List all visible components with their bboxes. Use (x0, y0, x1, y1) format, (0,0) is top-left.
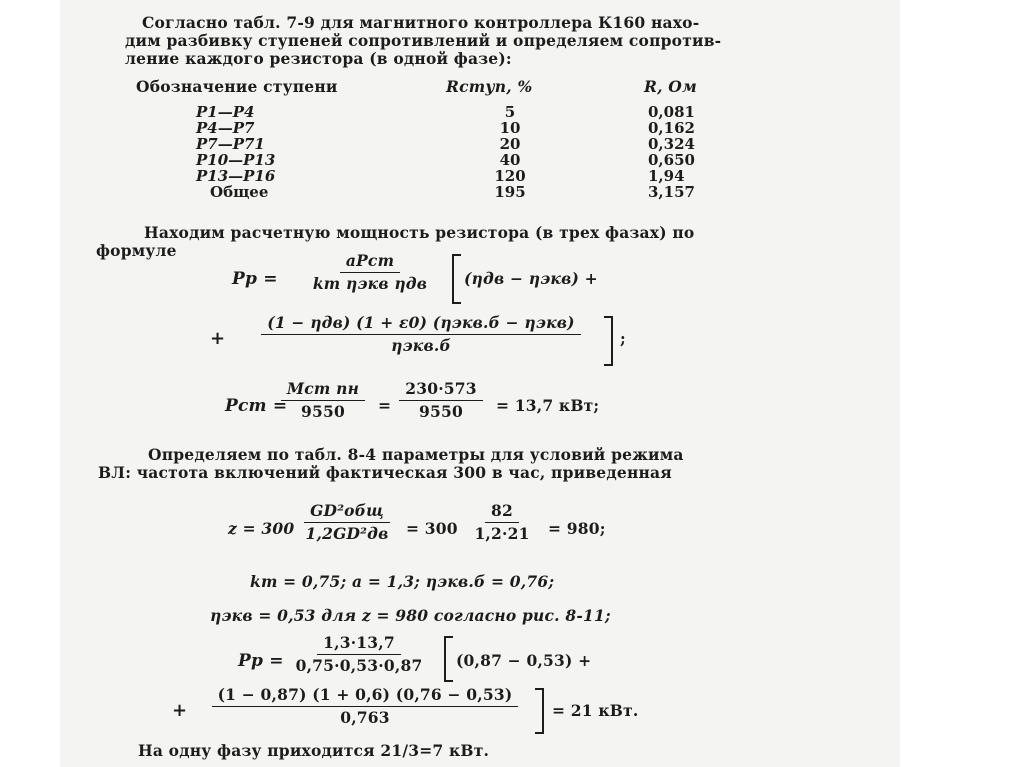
formula-pst-frac1 (280, 380, 366, 421)
formula-pp-lhs: Pр = (232, 269, 278, 289)
table-cell-stage: Р4—Р7 (196, 119, 255, 137)
formula-num-lhs: Pр = (238, 651, 284, 671)
formula-pst-result: = 13,7 кВт; (496, 396, 600, 415)
formula-pp-plus: + (210, 328, 226, 349)
table-cell-stage: Общее (210, 183, 269, 201)
table-cell-stage: Р1—Р4 (196, 103, 255, 121)
formula-pp-end: ; (620, 329, 626, 348)
table-cell-stage: Р13—Р16 (196, 167, 276, 185)
formula-pp-frac2 (232, 314, 610, 355)
table-cell-r: 1,94 (648, 167, 685, 185)
table-cell-r: 0,650 (648, 151, 695, 169)
bracket-open (452, 254, 461, 304)
table-col-rstup (490, 104, 530, 200)
formula-num-num: 1,3·13,7 (317, 634, 401, 655)
formula-num-plus: + (172, 700, 188, 721)
formula-z-mid: = 300 (406, 519, 458, 538)
table-cell-r: 0,081 (648, 103, 695, 121)
bracket-open-numeric (444, 636, 453, 682)
table-cell-rstup: 120 (494, 167, 526, 185)
formula-pp-den2: ηэкв.б (391, 336, 451, 355)
table-cell-r: 3,157 (648, 183, 695, 201)
table-header-stage: Обозначение ступени (136, 77, 338, 96)
table-header-r: R, Ом (644, 77, 697, 96)
table-cell-stage: Р10—Р13 (196, 151, 276, 169)
table-cell-stage: Р7—Р71 (196, 135, 265, 153)
params-line-2: ηэкв = 0,53 для z = 980 согласно рис. 8-11; (210, 606, 611, 625)
formula-pst-frac2 (396, 380, 486, 421)
formula-num-frac (290, 634, 428, 675)
section2-line-2: формуле (96, 241, 177, 260)
formula-pst-lhs: Pст = (225, 396, 288, 416)
formula-z-den1: 1,2GD²дв (305, 524, 389, 543)
section2-line-1: Находим расчетную мощность резистора (в трех фазах) по (144, 223, 695, 242)
intro-line-2: дим разбивку ступеней сопротивлений и определяем сопротив- (125, 31, 722, 50)
formula-pp-num: aPст (340, 252, 400, 273)
formula-pst-den2: 9550 (419, 402, 463, 421)
scanned-page (60, 0, 900, 767)
final-line: На одну фазу приходится 21/3=7 кВт. (138, 741, 490, 760)
bracket-close (604, 316, 613, 366)
intro-line-3: ление каждого резистора (в одной фазе): (125, 49, 512, 68)
formula-pp-bracket: (ηдв − ηэкв) + (464, 269, 598, 288)
params-line-1: kт = 0,75; a = 1,3; ηэкв.б = 0,76; (250, 572, 555, 591)
formula-num-den: 0,75·0,53·0,87 (295, 656, 423, 675)
formula-z-frac1 (298, 502, 396, 543)
table-cell-r: 0,324 (648, 135, 695, 153)
intro-line-1: Согласно табл. 7-9 для магнитного контроллера К160 нахо- (142, 13, 700, 32)
bracket-close-numeric (535, 688, 544, 734)
formula-z-frac2 (468, 502, 536, 543)
section3-line-1: Определяем по табл. 8-4 параметры для условий режима (148, 445, 684, 464)
formula-pst-num1: Mст nн (281, 380, 365, 401)
table-cell-r: 0,162 (648, 119, 695, 137)
formula-pst-num2: 230·573 (399, 380, 483, 401)
formula-num-num2: (1 − 0,87) (1 + 0,6) (0,76 − 0,53) (212, 686, 519, 707)
formula-pp-den: kт ηэкв ηдв (312, 274, 428, 293)
table-cell-rstup: 40 (499, 151, 521, 169)
formula-pp-frac (292, 252, 448, 293)
formula-pst-eq: = (378, 396, 392, 415)
table-header-rstup: Rступ, % (446, 77, 533, 96)
formula-pst-den1: 9550 (301, 402, 345, 421)
formula-z-num1: GD²общ (304, 502, 390, 523)
formula-pp-num2: (1 − ηдв) (1 + ε0) (ηэкв.б − ηэкв) (261, 314, 580, 335)
table-cell-rstup: 10 (499, 119, 521, 137)
formula-num-frac2 (196, 686, 534, 727)
table-cell-rstup: 20 (499, 135, 521, 153)
table-cell-rstup: 5 (504, 103, 516, 121)
table-col-r (648, 104, 695, 200)
formula-z-den2: 1,2·21 (474, 524, 530, 543)
section3-line-2: ВЛ: частота включений фактическая 300 в час, приведенная (98, 463, 672, 482)
table-cell-rstup: 195 (494, 183, 526, 201)
table-col-stage (196, 104, 275, 200)
formula-z-num2: 82 (485, 502, 519, 523)
formula-z-result: = 980; (548, 519, 606, 538)
formula-num-bracket: (0,87 − 0,53) + (456, 651, 592, 670)
formula-num-result: = 21 кВт. (552, 701, 639, 720)
formula-z-lhs: z = 300 (228, 519, 295, 538)
formula-num-den2: 0,763 (340, 708, 390, 727)
